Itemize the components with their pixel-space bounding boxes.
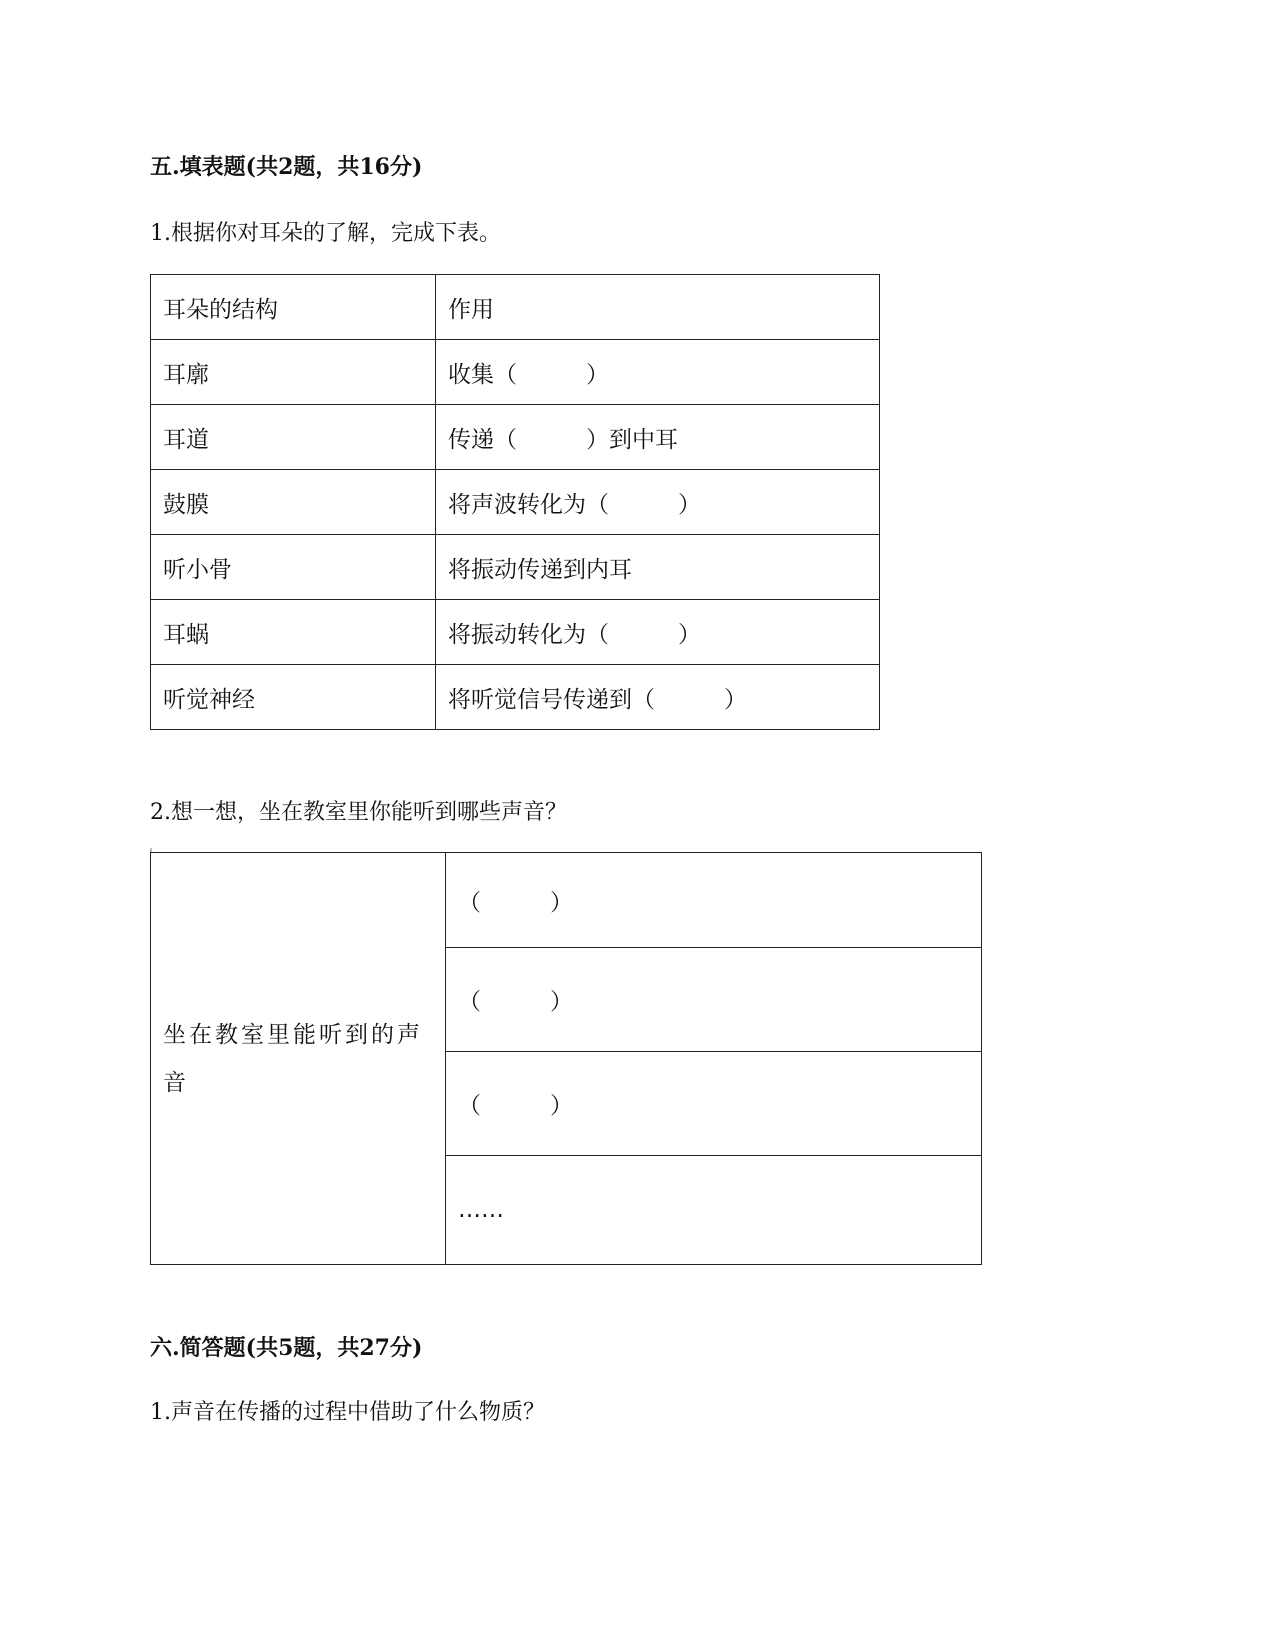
question-1-text: 1.根据你对耳朵的了解，完成下表。 — [150, 221, 501, 246]
function-cell[interactable]: 传递（ ）到中耳 — [436, 405, 880, 470]
function-cell[interactable]: 收集（ ） — [436, 340, 880, 405]
function-cell: 将振动传递到内耳 — [436, 535, 880, 600]
answer-cell[interactable]: （ ） — [446, 853, 982, 948]
answer-cell[interactable]: （ ） — [446, 1052, 982, 1156]
table-row — [151, 600, 880, 665]
structure-cell: 听小骨 — [151, 535, 436, 600]
classroom-sounds-table — [150, 852, 982, 1265]
table-row — [151, 535, 880, 600]
table-row — [151, 665, 880, 730]
structure-cell: 耳道 — [151, 405, 436, 470]
table-row — [151, 340, 880, 405]
table-row — [151, 405, 880, 470]
structure-cell: 听觉神经 — [151, 665, 436, 730]
section-six-title: 六.简答题(共5题，共27分) — [150, 1335, 423, 1361]
function-cell[interactable]: 将声波转化为（ ） — [436, 470, 880, 535]
header-structure: 耳朵的结构 — [151, 275, 436, 340]
structure-cell: 鼓膜 — [151, 470, 436, 535]
header-function: 作用 — [436, 275, 880, 340]
answer-cell[interactable]: （ ） — [446, 948, 982, 1052]
section-six-question-1: 1.声音在传播的过程中借助了什么物质？ — [150, 1400, 545, 1425]
section-five-title: 五.填表题(共2题，共16分) — [150, 154, 423, 180]
ear-structure-table — [150, 274, 880, 730]
structure-cell: 耳廓 — [151, 340, 436, 405]
table-header-row — [151, 275, 880, 340]
question-2-text: 2.想一想，坐在教室里你能听到哪些声音？ — [150, 800, 567, 825]
table-row — [151, 470, 880, 535]
structure-cell: 耳蜗 — [151, 600, 436, 665]
sounds-label-cell: 坐在教室里能听到的声音 — [151, 853, 446, 1265]
function-cell[interactable]: 将听觉信号传递到（ ） — [436, 665, 880, 730]
table-row — [151, 853, 982, 948]
function-cell[interactable]: 将振动转化为（ ） — [436, 600, 880, 665]
ellipsis-cell: …… — [446, 1156, 982, 1265]
